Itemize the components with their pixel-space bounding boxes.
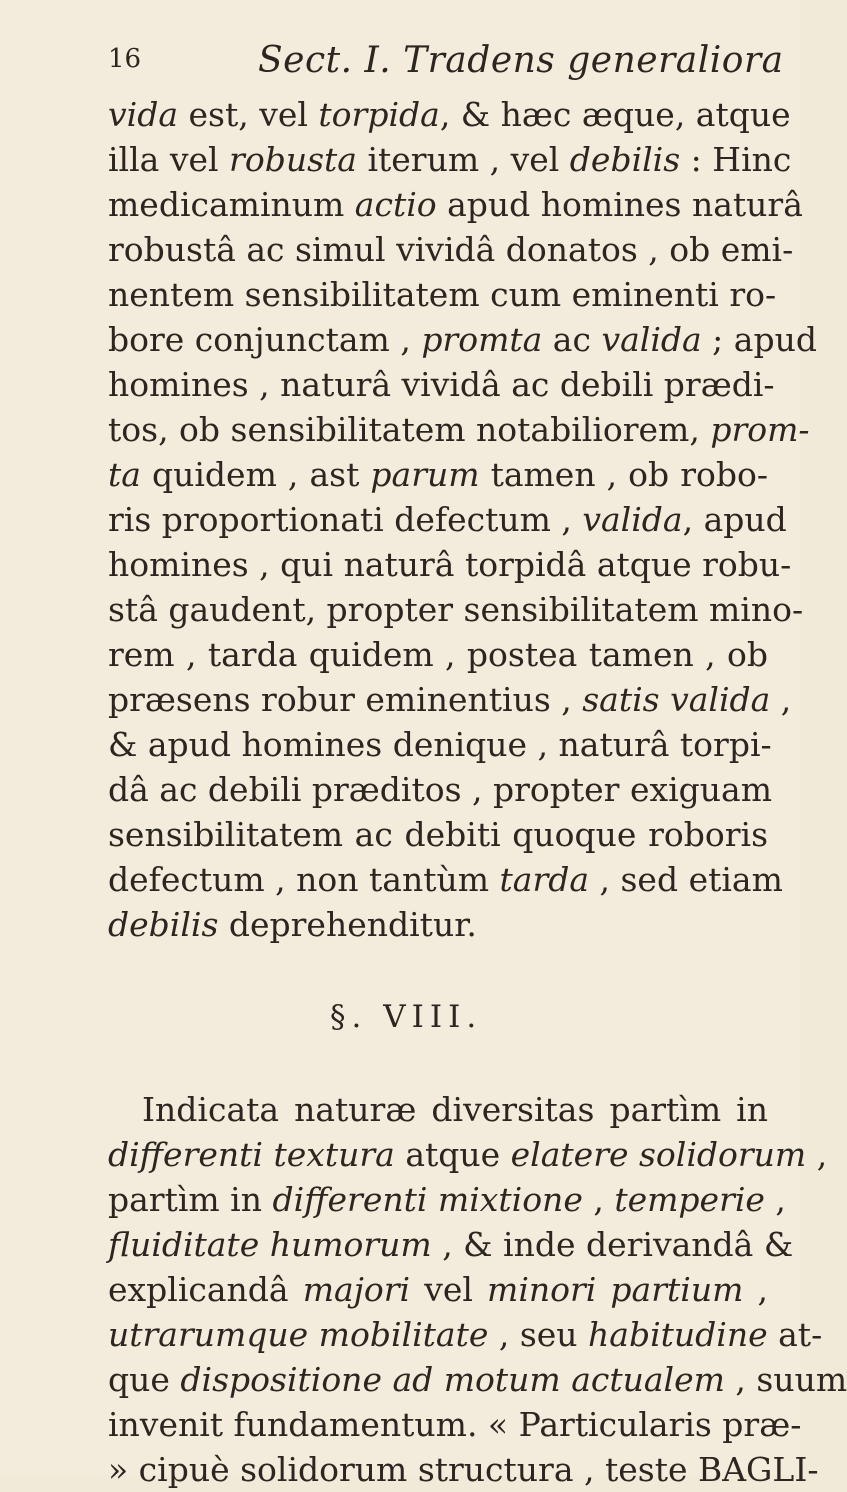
paragraph-2 — [108, 1087, 847, 1492]
text-line — [108, 632, 768, 677]
italic-text: valida — [601, 320, 702, 359]
text-segment: , & hæc æque, atque — [439, 95, 791, 134]
text-segment: bore conjunctam , — [108, 320, 422, 359]
text-segment: , apud — [682, 500, 787, 539]
text-line — [108, 677, 792, 722]
text-line — [108, 137, 792, 182]
text-line — [108, 1132, 828, 1177]
text-line — [108, 182, 803, 227]
text-segment: que — [108, 1360, 181, 1399]
text-segment: , seu — [488, 1315, 589, 1354]
text-segment: homines , qui naturâ torpidâ atque robu- — [108, 545, 792, 584]
text-segment: partìm in — [108, 1180, 273, 1219]
text-segment: , — [764, 1180, 786, 1219]
italic-text: robusta — [229, 140, 357, 179]
text-segment: stâ gaudent, propter sensibilitatem mino- — [108, 590, 804, 629]
text-segment: & apud homines denique , naturâ torpi- — [108, 725, 772, 764]
italic-text: minori partium — [487, 1270, 744, 1309]
text-line — [108, 1267, 768, 1312]
italic-text: tarda — [499, 860, 590, 899]
text-line — [108, 587, 804, 632]
text-line — [108, 1312, 823, 1357]
text-segment: nentem sensibilitatem cum eminenti ro- — [108, 275, 777, 314]
italic-text: debilis — [569, 140, 681, 179]
italic-text: dispositione ad motum actualem — [180, 1360, 725, 1399]
italic-text: valida — [582, 500, 683, 539]
text-segment: , — [806, 1135, 828, 1174]
text-segment: medicaminum — [108, 185, 355, 224]
text-line — [108, 542, 792, 587]
italic-text: habitudine — [588, 1315, 768, 1354]
text-line — [108, 1357, 847, 1402]
italic-text: debilis — [108, 905, 219, 944]
text-segment: iterum , vel — [356, 140, 570, 179]
text-segment: , — [770, 680, 792, 719]
text-segment: defectum , non tantùm — [108, 860, 500, 899]
italic-text: prom- — [710, 410, 810, 449]
text-segment: , sed etiam — [589, 860, 783, 899]
text-line — [108, 812, 768, 857]
text-line — [108, 767, 772, 812]
italic-text: torpida — [318, 95, 440, 134]
text-segment: illa vel — [108, 140, 230, 179]
text-segment: tamen , ob robo- — [479, 455, 768, 494]
text-line — [108, 92, 791, 137]
italic-text: majori — [302, 1270, 411, 1309]
page-header — [108, 40, 784, 100]
text-line — [108, 272, 777, 317]
text-line — [108, 497, 787, 542]
text-segment: , & inde derivandâ & — [431, 1225, 794, 1264]
italic-text: actio — [354, 185, 437, 224]
text-line — [108, 902, 768, 947]
text-line — [108, 1447, 819, 1492]
italic-text: temperie — [614, 1180, 765, 1219]
running-head: Sect. I. Tradens generaliora — [258, 40, 784, 81]
text-line — [108, 1177, 786, 1222]
text-segment: quidem , ast — [140, 455, 371, 494]
paragraph-1 — [108, 92, 817, 947]
text-line — [108, 1087, 768, 1132]
text-segment: sensibilitatem ac debiti quoque roboris — [108, 815, 768, 854]
page-number: 16 — [108, 44, 142, 74]
text-segment: deprehenditur. — [218, 905, 477, 944]
text-segment: ac — [542, 320, 602, 359]
text-line — [108, 317, 817, 362]
text-segment: , — [582, 1180, 615, 1219]
text-segment: Indicata naturæ diversitas partìm in — [142, 1090, 768, 1129]
italic-text: differenti textura — [108, 1135, 395, 1174]
text-segment: rem , tarda quidem , postea tamen , ob — [108, 635, 768, 674]
text-line — [108, 227, 794, 272]
italic-text: utrarumque mobilitate — [108, 1315, 489, 1354]
text-line — [108, 407, 810, 452]
text-segment: , suum — [724, 1360, 847, 1399]
text-line — [108, 452, 768, 497]
text-segment: præsens robur eminentius , — [108, 680, 583, 719]
text-line — [108, 362, 775, 407]
text-segment: est, vel — [178, 95, 319, 134]
text-segment: robustâ ac simul vividâ donatos , ob emi- — [108, 230, 794, 269]
italic-text: fluiditate humorum — [108, 1225, 432, 1264]
section-heading: §. VIII. — [330, 999, 483, 1035]
text-segment: tos, ob sensibilitatem notabiliorem, — [108, 410, 711, 449]
text-segment: vel — [410, 1270, 488, 1309]
italic-text: ta — [108, 455, 141, 494]
text-segment: : Hinc — [680, 140, 792, 179]
text-segment: , — [743, 1270, 768, 1309]
text-segment: at- — [767, 1315, 823, 1354]
text-segment: explicandâ — [108, 1270, 303, 1309]
text-line — [108, 857, 783, 902]
text-segment: invenit fundamentum. « Particularis præ- — [108, 1405, 802, 1444]
text-segment: dâ ac debili præditos , propter exiguam — [108, 770, 772, 809]
italic-text: parum — [370, 455, 480, 494]
text-segment: » cipuè solidorum structura , teste BAGLI- — [108, 1450, 819, 1489]
italic-text: elatere solidorum — [510, 1135, 807, 1174]
body-text — [108, 92, 847, 1492]
italic-text: vida — [108, 95, 178, 134]
text-segment: atque — [394, 1135, 511, 1174]
text-segment: ; apud — [701, 320, 817, 359]
italic-text: promta — [421, 320, 543, 359]
text-line — [108, 1222, 794, 1267]
text-line — [108, 722, 772, 767]
text-segment: ris proportionati defectum , — [108, 500, 583, 539]
text-line — [108, 1402, 802, 1447]
text-segment: homines , naturâ vividâ ac debili prædi- — [108, 365, 775, 404]
italic-text: satis valida — [582, 680, 771, 719]
text-segment: apud homines naturâ — [436, 185, 803, 224]
italic-text: differenti mixtione — [272, 1180, 583, 1219]
